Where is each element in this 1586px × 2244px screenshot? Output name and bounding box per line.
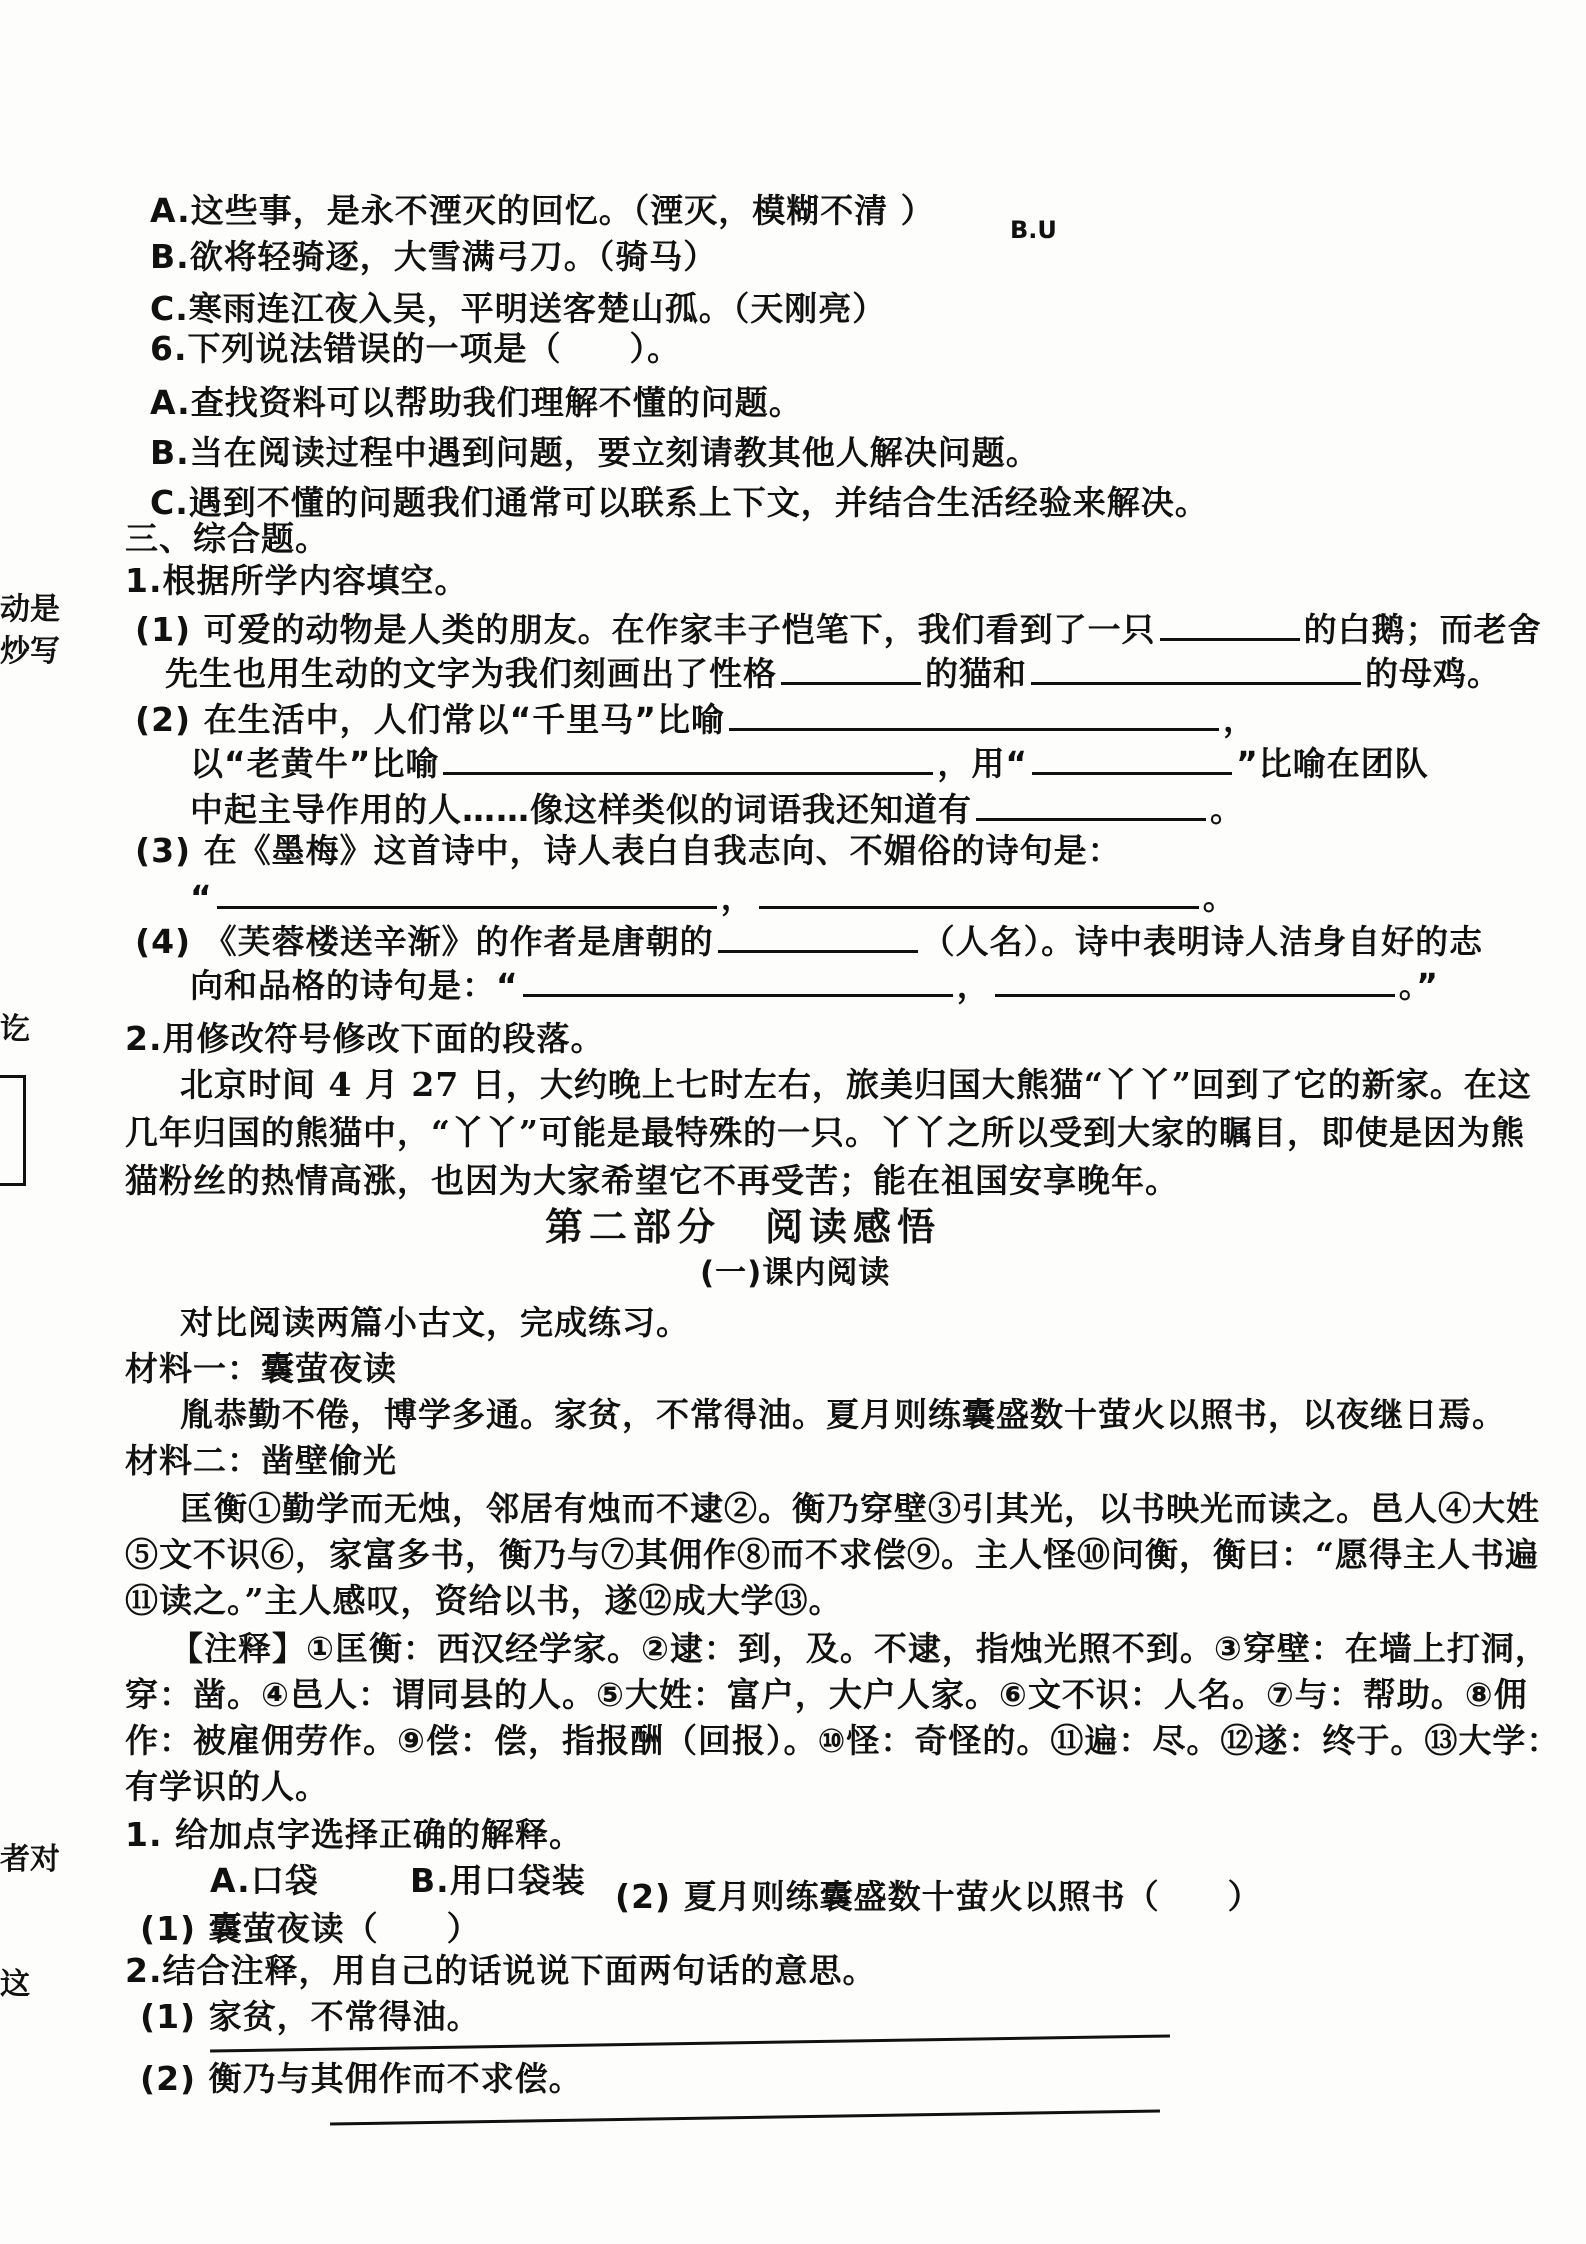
option-a: A.这些事，是永不湮灭的回忆。（湮灭，模糊不清 ） bbox=[150, 191, 935, 230]
fill-1-text-b: 的白鹅；而老舍 bbox=[1303, 610, 1542, 649]
annotation-line-3: 作：被雇佣劳作。⑨偿：偿，指报酬（回报）。⑩怪：奇怪的。⑪遍：尽。⑫遂：终于。⑬大学： bbox=[125, 1721, 1561, 1760]
margin-note-right: B.U bbox=[1010, 216, 1057, 244]
fill-1-line-1 bbox=[135, 608, 1542, 651]
fill-1-text-a: (1) 可爱的动物是人类的朋友。在作家丰子恺笔下，我们看到了一只 bbox=[135, 610, 1156, 649]
section-3-heading: 三、综合题。 bbox=[125, 519, 329, 558]
reading-q2-item-2: (2) 衡乃与其佣作而不求偿。 bbox=[140, 2059, 583, 2098]
material-2-line-1: 匡衡①勤学而无烛，邻居有烛而不逮②。衡乃穿壁③引其光，以书映光而读之。邑人④大姓 bbox=[180, 1489, 1540, 1528]
fill-3-line-2 bbox=[190, 876, 1237, 919]
question-3-1: 1.根据所学内容填空。 bbox=[125, 561, 469, 600]
fill-2-line-2 bbox=[190, 742, 1429, 785]
fill-4-text-b: （人名）。诗中表明诗人洁身自好的志 bbox=[921, 922, 1484, 961]
option-c: C.寒雨连江夜入吴，平明送客楚山孤。（天刚亮） bbox=[150, 289, 887, 328]
part-2-title: 第二部分 阅读感悟 bbox=[545, 1204, 942, 1249]
annotation-line-4: 有学识的人。 bbox=[125, 1767, 329, 1806]
fill-2-text-b: 以“老黄牛”比喻 bbox=[190, 744, 440, 783]
fill-4-blank-2[interactable] bbox=[523, 964, 953, 997]
fill-3-line-1: (3) 在《墨梅》这首诗中，诗人表白自我志向、不媚俗的诗句是： bbox=[135, 831, 1122, 870]
reading-q1-option-b: B.用口袋装 bbox=[410, 1861, 586, 1900]
fill-2-comma: ， bbox=[1223, 700, 1257, 739]
margin-box bbox=[0, 1075, 26, 1186]
reading-question-1: 1. 给加点字选择正确的解释。 bbox=[125, 1815, 583, 1854]
question-6-option-b: B.当在阅读过程中遇到问题，要立刻请教其他人解决问题。 bbox=[150, 433, 1040, 472]
fill-4-comma: ， bbox=[956, 966, 991, 1005]
option-b: B.欲将轻骑逐，大雪满弓刀。（骑马） bbox=[150, 237, 718, 276]
annotation-line-2: 穿：凿。④邑人：谓同县的人。⑤大姓：富户，大户人家。⑥文不识：人名。⑦与：帮助。⑧佣 bbox=[125, 1675, 1528, 1714]
fill-1-line-2 bbox=[165, 652, 1501, 695]
margin-note-2: 炒写 bbox=[0, 634, 60, 669]
margin-note-5: 这 bbox=[0, 1967, 30, 2002]
fill-2-line-1 bbox=[135, 698, 1257, 741]
material-2-line-2: ⑤文不识⑥，家富多书，衡乃与⑦其佣作⑧而不求偿⑨。主人怪⑩问衡，衡曰：“愿得主人书遍 bbox=[125, 1535, 1539, 1574]
reading-q2-item-1: (1) 家贫，不常得油。 bbox=[140, 1997, 481, 2036]
fill-2-text-a: (2) 在生活中，人们常以“千里马”比喻 bbox=[135, 700, 725, 739]
fill-2-blank-4[interactable] bbox=[976, 788, 1206, 821]
reading-q1-option-a: A.口袋 bbox=[210, 1861, 319, 1900]
fill-1-blank-1[interactable] bbox=[1160, 608, 1300, 641]
fill-1-blank-2[interactable] bbox=[781, 652, 921, 685]
fill-2-blank-1[interactable] bbox=[729, 698, 1219, 731]
question-6-option-c: C.遇到不懂的问题我们通常可以联系上下文，并结合生活经验来解决。 bbox=[150, 483, 1209, 522]
edit-paragraph-line-3: 猫粉丝的热情高涨，也因为大家希望它不再受苦；能在祖国安享晚年。 bbox=[125, 1161, 1179, 1200]
fill-1-text-d: 的猫和 bbox=[925, 654, 1027, 693]
fill-4-blank-1[interactable] bbox=[718, 920, 918, 953]
margin-note-4: 者对 bbox=[0, 1842, 60, 1877]
fill-3-end: 。 bbox=[1202, 878, 1237, 917]
edit-paragraph-line-2: 几年归国的熊猫中，“丫丫”可能是最特殊的一只。丫丫之所以受到大家的瞩目，即使是因为熊 bbox=[125, 1113, 1525, 1152]
fill-4-blank-3[interactable] bbox=[995, 964, 1395, 997]
edit-paragraph-line-1: 北京时间 4 月 27 日，大约晚上七时左右，旅美归国大熊猫“丫丫”回到了它的新家。在这 bbox=[180, 1065, 1532, 1104]
fill-2-text-c: ，用“ bbox=[937, 744, 1029, 783]
material-2-label: 材料二：凿壁偷光 bbox=[125, 1441, 397, 1480]
fill-2-text-d: ”比喻在团队 bbox=[1236, 744, 1429, 783]
question-6: 6.下列说法错误的一项是（ ）。 bbox=[150, 329, 681, 368]
reading-intro: 对比阅读两篇小古文，完成练习。 bbox=[180, 1303, 690, 1342]
margin-note-3: 讫 bbox=[0, 1012, 30, 1047]
answer-line-2[interactable] bbox=[330, 2109, 1160, 2125]
material-1-text: 胤恭勤不倦，博学多通。家贫，不常得油。夏月则练囊盛数十萤火以照书，以夜继日焉。 bbox=[180, 1395, 1506, 1434]
fill-2-blank-3[interactable] bbox=[1032, 742, 1232, 775]
fill-4-line-1 bbox=[135, 920, 1483, 963]
fill-1-text-e: 的母鸡。 bbox=[1365, 654, 1501, 693]
fill-4-line-2 bbox=[190, 964, 1439, 1007]
reading-q1-item-2: (2) 夏月则练囊盛数十萤火以照书（ ） bbox=[615, 1877, 1262, 1916]
fill-2-line-3 bbox=[190, 788, 1244, 831]
fill-3-blank-2[interactable] bbox=[759, 876, 1199, 909]
fill-1-blank-3[interactable] bbox=[1031, 652, 1361, 685]
part-2-subtitle: (一)课内阅读 bbox=[700, 1255, 891, 1291]
annotation-line-1: 【注释】①匡衡：西汉经学家。②逮：到，及。不逮，指烛光照不到。③穿壁：在墙上打洞， bbox=[170, 1629, 1549, 1668]
fill-4-text-c: 向和品格的诗句是：“ bbox=[190, 966, 519, 1005]
question-3-2: 2.用修改符号修改下面的段落。 bbox=[125, 1019, 605, 1058]
fill-4-end: 。” bbox=[1398, 966, 1439, 1005]
fill-2-blank-2[interactable] bbox=[443, 742, 933, 775]
reading-question-2: 2.结合注释，用自己的话说说下面两句话的意思。 bbox=[125, 1951, 877, 1990]
fill-3-blank-1[interactable] bbox=[217, 876, 717, 909]
fill-4-text-a: (4) 《芙蓉楼送辛渐》的作者是唐朝的 bbox=[135, 922, 714, 961]
reading-q1-item-1: (1) 囊萤夜读（ ） bbox=[140, 1909, 481, 1948]
fill-1-text-c: 先生也用生动的文字为我们刻画出了性格 bbox=[165, 654, 777, 693]
fill-2-text-e: 中起主导作用的人……像这样类似的词语我还知道有 bbox=[190, 790, 972, 829]
material-2-line-3: ⑪读之。”主人感叹，资给以书，遂⑫成大学⑬。 bbox=[125, 1581, 843, 1620]
fill-3-open-quote: “ bbox=[190, 878, 213, 917]
fill-3-comma: ， bbox=[720, 878, 755, 917]
margin-note-1: 动是 bbox=[0, 592, 60, 627]
question-6-option-a: A.查找资料可以帮助我们理解不懂的问题。 bbox=[150, 383, 803, 422]
fill-2-end: 。 bbox=[1210, 790, 1244, 829]
material-1-label: 材料一：囊萤夜读 bbox=[125, 1349, 397, 1388]
